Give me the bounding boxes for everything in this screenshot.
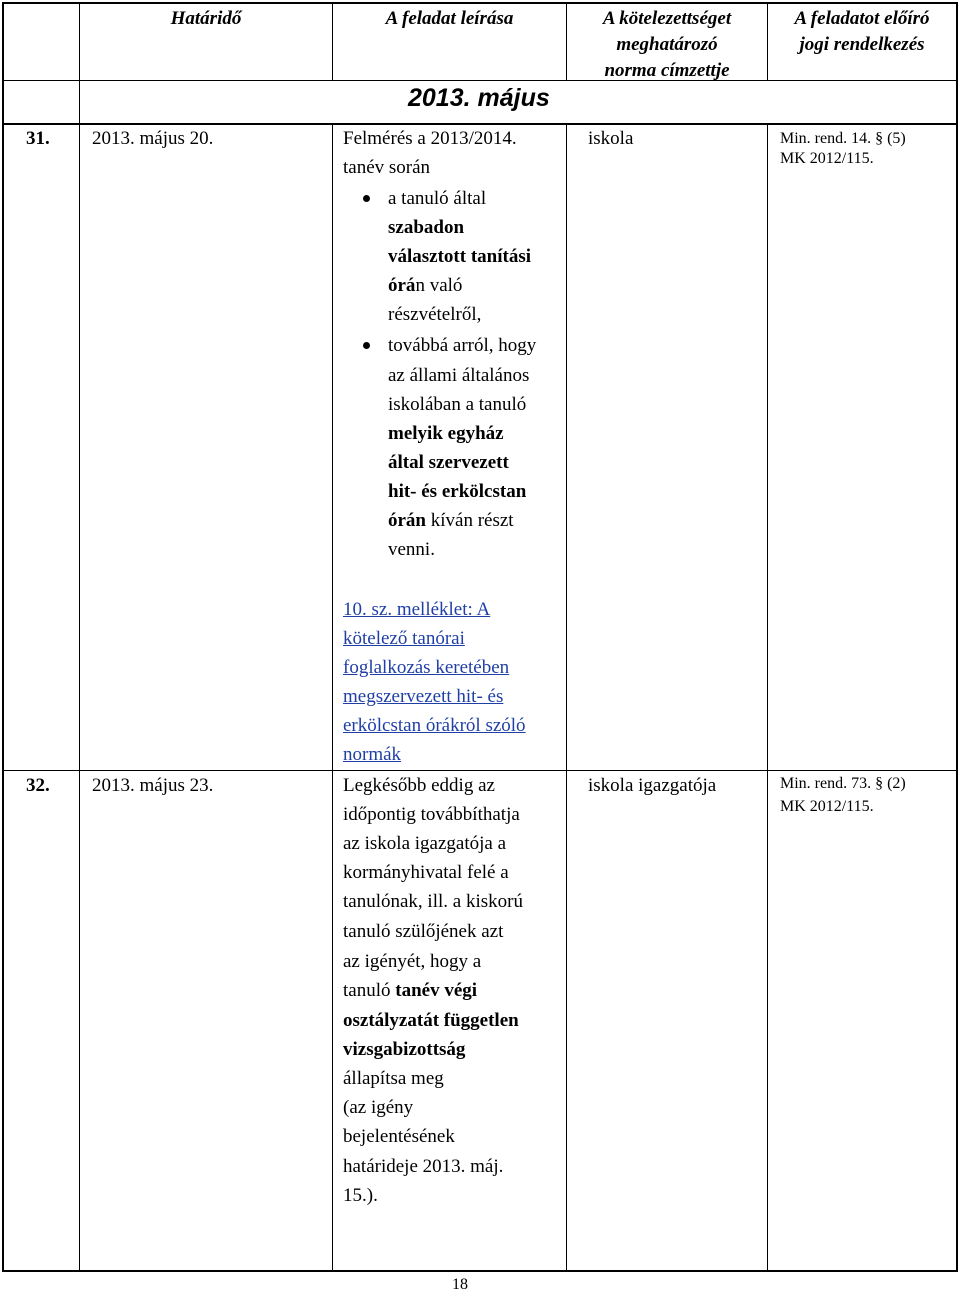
row-32-date: 2013. május 23. [92,775,214,796]
header-legal-ref: A feladatot előíró jogi rendelkezés [794,8,930,55]
row-31-bullet2-line: órán kíván részt [388,510,514,531]
annex-link-line[interactable]: foglalkozás keretében [343,657,510,678]
annex-link-line[interactable]: 10. sz. melléklet: A [343,599,491,620]
row-31-bullet1-line: órán való [388,275,463,296]
row-32-desc-line: vizsgabizottság [343,1039,466,1060]
row-32-desc-line: kormányhivatal felé a [343,862,509,883]
annex-link-line[interactable]: megszervezett hit- és [343,686,504,707]
header-separator [2,80,958,81]
row-31-number: 31. [26,128,50,149]
row-32-desc-line: határideje 2013. máj. [343,1156,504,1177]
col-line-2b [332,124,333,1272]
col-line-3b [566,124,567,1272]
row-32-desc-line: tanuló szülőjének azt [343,921,504,942]
row-31-bullet1-line: a tanuló által [388,188,487,209]
row-31-bullet2-line: hit- és erkölcstan [388,481,527,502]
table-border-top [2,2,958,4]
annex-link-line[interactable]: normák [343,744,402,765]
row-31-bullet1-line: szabadon [388,217,465,238]
row-32-desc-line: tanuló tanév végi [343,980,478,1001]
row-32-desc-line: Legkésőbb eddig az [343,775,495,796]
col-line-4b [767,124,768,1272]
row-31-bullet2-line: iskolában a tanuló [388,394,527,415]
table-border-bottom [2,1270,958,1272]
row-32-desc-line: az iskola igazgatója a [343,833,507,854]
row-31-date: 2013. május 20. [92,128,214,149]
bullet-icon [363,195,370,202]
table-border-right [956,2,958,1272]
header-task-description: A feladat leírása [385,8,514,29]
row-32-desc-line: állapítsa meg [343,1068,444,1089]
row-32-desc-line: tanulónak, ill. a kiskorú [343,891,523,912]
col-line-1 [79,2,80,1272]
table-border-left [2,2,4,1272]
row-31-desc-line: Felmérés a 2013/2014. [343,128,517,149]
row-31-bullet2-line: melyik egyház [388,423,504,444]
row-31-bullet2-line: az állami általános [388,365,530,386]
header-addressee: A kötelezettséget meghatározó norma címzettje [602,8,732,81]
row-32-desc-line: 15.). [343,1185,378,1206]
row-32-desc-line: időpontig továbbíthatja [343,804,520,825]
row-32-addressee: iskola igazgatója [588,775,717,796]
row-32-legal-ref: Min. rend. 73. § (2) [780,775,906,792]
row-32-desc-line: osztályzatát független [343,1010,519,1031]
row-31-legal-ref: Min. rend. 14. § (5) [780,130,906,147]
bullet-icon [363,342,370,349]
row-31-bullet2-line: venni. [388,539,435,560]
row-31-bullet2-line: továbbá arról, hogy [388,335,537,356]
annex-link-line[interactable]: erkölcstan órákról szóló [343,715,526,736]
row-32-desc-line: bejelentésének [343,1126,455,1147]
row-32-legal-ref: MK 2012/115. [780,798,874,815]
row-31-addressee: iskola [588,128,634,149]
page-number: 18 [452,1276,468,1293]
row-32-desc-line: (az igény [343,1097,414,1118]
row-31-bullet1-line: részvételről, [388,304,482,325]
month-label: 2013. május [408,84,550,112]
row-31-legal-ref: MK 2012/115. [780,150,874,167]
row-31-bullet1-line: választott tanítási [388,246,532,267]
row-31-bullet2-line: által szervezett [388,452,509,473]
header-deadline: Határidő [170,8,242,29]
annex-link-line[interactable]: kötelező tanórai [343,628,465,649]
row-31-desc-line: tanév során [343,157,431,178]
row-32-number: 32. [26,775,50,796]
row-32-desc-line: az igényét, hogy a [343,951,482,972]
